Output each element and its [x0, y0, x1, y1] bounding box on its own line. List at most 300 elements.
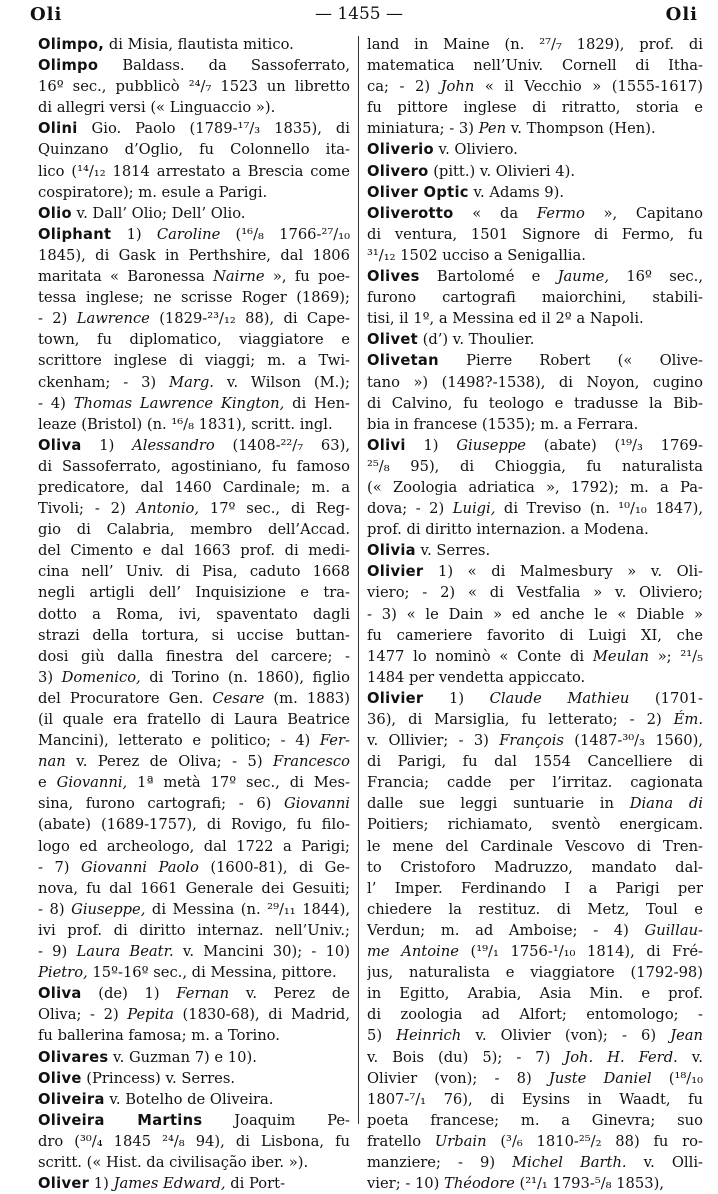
entry-text: le mene del Cardinale Vescovo di Tren-	[367, 837, 703, 855]
text-line	[367, 55, 703, 76]
text-line	[38, 97, 350, 118]
entry-text: miniatura; - 3)	[367, 120, 479, 138]
entry-text: 1)	[111, 225, 157, 243]
text-line	[367, 878, 703, 899]
text-line	[367, 836, 703, 857]
entry-text: (d’) v. Thoulier.	[417, 331, 535, 349]
entry-text: lico (¹⁴/₁₂ 1814 arrestato a Brescia come	[38, 162, 350, 180]
text-line	[38, 182, 350, 203]
entry-text: del Procuratore Gen.	[38, 689, 213, 707]
text-line	[367, 899, 703, 920]
text-line	[367, 667, 703, 688]
text-line	[367, 1110, 703, 1131]
entry-text: v. Adams 9).	[468, 183, 565, 201]
entry-headword: Olives	[367, 268, 420, 286]
text-line	[367, 540, 703, 561]
entry-text: Olivier (von); - 8)	[367, 1069, 549, 1087]
entry-text: (1829-²³/₁₂ 88), di Cape-	[149, 310, 350, 328]
text-line	[367, 266, 703, 287]
entry-headword: Olini	[38, 120, 78, 138]
entry-text: scrittore inglese di viaggi; m. a Twi-	[38, 352, 350, 370]
text-line	[367, 772, 703, 793]
entry-text: v. Thompson (Hen).	[506, 120, 656, 138]
entry-text: fratello	[367, 1132, 435, 1150]
text-line	[38, 287, 350, 308]
italic-name: Claude Mathieu	[489, 689, 630, 707]
entry-text: », fu poe-	[264, 268, 350, 286]
entry-text: 1ª metà 17º sec., di Mes-	[127, 774, 350, 792]
italic-name: Diana di	[629, 795, 703, 813]
entry-text: v. Perez de	[229, 985, 350, 1003]
text-line	[367, 604, 703, 625]
italic-name: Domenico,	[61, 668, 141, 686]
text-line	[38, 604, 350, 625]
text-line	[367, 1131, 703, 1152]
text-line	[367, 1173, 703, 1194]
text-line	[367, 477, 703, 498]
entry-text: cospiratore); m. esule a Parigi.	[38, 183, 268, 201]
italic-name: Ém.	[673, 711, 703, 728]
entry-headword: Olivet	[367, 331, 418, 349]
text-line	[38, 308, 350, 329]
text-line	[38, 878, 350, 899]
italic-name: Heinrich	[396, 1027, 462, 1045]
text-line	[38, 941, 350, 962]
entry-text: (¹⁸/₁₀	[651, 1069, 703, 1087]
text-line	[367, 308, 703, 329]
entry-text: matematica nell’Univ. Cornell di Itha-	[367, 57, 703, 75]
entry-text: ³¹/₁₂ 1502 ucciso a Senigallia.	[367, 246, 586, 264]
text-line	[38, 350, 350, 371]
text-line	[367, 646, 703, 667]
text-line	[367, 456, 703, 477]
entry-text: v. Ollivier; - 3)	[367, 732, 500, 750]
entry-text: di Misia, flautista mitico.	[104, 36, 294, 53]
entry-text: v. Perez de Oliva; - 5)	[65, 753, 274, 771]
italic-name: Michel Barth.	[512, 1153, 627, 1171]
italic-name: James Edward,	[113, 1175, 226, 1193]
italic-name: Cesare	[212, 689, 265, 707]
entry-text: Bartolomé e	[419, 268, 558, 286]
text-line	[38, 751, 350, 772]
entry-text: (de) 1)	[81, 985, 177, 1003]
entry-text: (il quale era fratello di Laura Beatrice	[38, 711, 350, 728]
entry-text: - 9)	[38, 943, 77, 961]
text-line	[38, 414, 350, 435]
italic-name: Pen	[478, 120, 507, 138]
entry-headword: Oliveira Martins	[38, 1111, 203, 1129]
text-line	[38, 519, 350, 540]
text-line	[367, 224, 703, 245]
entry-text: 5)	[367, 1027, 397, 1045]
entry-text: (1487-³⁰/₃ 1560),	[563, 732, 703, 750]
text-line	[38, 161, 350, 182]
text-line	[38, 814, 350, 835]
entry-headword: Oliverotto	[367, 204, 454, 222]
italic-name: nan	[38, 753, 66, 771]
entry-text: Tivoli; - 2)	[38, 500, 137, 518]
entry-text: in Egitto, Arabia, Asia Min. e prof.	[367, 985, 703, 1003]
entry-text: 1)	[423, 689, 490, 707]
entry-headword: Olivares	[38, 1048, 109, 1066]
entry-text: (³/₆ 1810-²⁵/₂ 88) fu ro-	[486, 1132, 703, 1150]
entry-headword: Olivia	[367, 542, 416, 560]
entry-text: »; ²¹/₅	[648, 647, 703, 665]
text-line	[38, 372, 350, 393]
text-line	[367, 1152, 703, 1173]
text-line	[367, 751, 703, 772]
entry-text: maritata « Baronessa	[38, 268, 214, 286]
entry-text: 17º sec., di Reg-	[199, 500, 350, 518]
entry-text: dosi giù dalla finestra del carcere; -	[38, 647, 350, 665]
entry-text: dotto a Roma, ivi, spaventato dagli	[38, 605, 350, 623]
entry-text: Joaquim Pe-	[202, 1111, 350, 1129]
left-column	[38, 34, 350, 1194]
text-line	[367, 793, 703, 814]
text-line	[367, 730, 703, 751]
text-line	[367, 1068, 703, 1089]
text-line	[367, 709, 703, 730]
entry-text: fu cameriere favorito di Luigi XI, che	[367, 626, 703, 644]
entry-text: fu ballerina famosa; m. a Torino.	[38, 1027, 280, 1045]
italic-name: Giovanni	[284, 795, 350, 813]
entry-text: (1701-	[629, 689, 703, 707]
text-line	[38, 477, 350, 498]
header-right-guideword: Oli	[665, 4, 698, 25]
italic-name: Antonio,	[136, 500, 200, 518]
entry-text: dro (³⁰/₄ 1845 ²⁴/₈ 94), di Lisbona, fu	[38, 1132, 350, 1150]
entry-text: 16º sec., pubblicò ²⁴/₇ 1523 un libretto	[38, 78, 350, 96]
entry-headword: Olivier	[367, 563, 424, 581]
entry-text: gio di Calabria, membro dell’Accad.	[38, 521, 350, 539]
text-line	[38, 1110, 350, 1131]
entry-text: », Capitano	[584, 204, 703, 222]
italic-name: Francesco	[273, 753, 350, 771]
text-line	[38, 329, 350, 350]
right-column	[367, 34, 703, 1194]
italic-name: John	[440, 78, 475, 96]
text-line	[38, 625, 350, 646]
italic-name: Giovanni Paolo	[81, 858, 199, 876]
text-line	[38, 899, 350, 920]
entry-text: di Torino (n. 1860), figlio	[140, 668, 350, 686]
text-line	[367, 245, 703, 266]
italic-name: Fer-	[319, 732, 350, 750]
entry-text: (pitt.) v. Olivieri 4).	[428, 162, 576, 180]
entry-text: (1830-68), di Madrid,	[173, 1006, 350, 1024]
entry-text: scritt. (« Hist. da civilisação iber. »).	[38, 1153, 309, 1171]
text-line	[367, 941, 703, 962]
entry-text: 1)	[405, 436, 457, 454]
text-line	[367, 203, 703, 224]
italic-name: Juste Daniel	[548, 1069, 652, 1087]
text-line	[367, 1004, 703, 1025]
entry-text: (¹⁹/₁ 1756-¹/₁₀ 1814), di Fré-	[458, 943, 703, 961]
entry-text: di Calvino, fu teologo e tradusse la Bib-	[367, 394, 703, 412]
entry-headword: Oliverio	[367, 141, 434, 159]
text-line	[38, 582, 350, 603]
entry-text: Gio. Paolo (1789-¹⁷/₃ 1835), di	[77, 120, 350, 138]
entry-text: fu pittore inglese di ritratto, storia e	[367, 99, 703, 117]
entry-text: 1) « di Malmesbury » v. Oli-	[423, 563, 703, 581]
entry-text: Quinzano d’Oglio, fu Colonnello ita-	[38, 141, 350, 159]
italic-name: Nairne	[213, 268, 265, 286]
text-line	[367, 372, 703, 393]
text-line	[367, 139, 703, 160]
entry-text: 16º sec.,	[609, 268, 703, 286]
text-line	[367, 498, 703, 519]
entry-text: vier; - 10)	[367, 1175, 445, 1193]
text-line	[367, 118, 703, 139]
entry-text: 3)	[38, 668, 62, 686]
italic-name: Alessandro	[132, 436, 215, 454]
text-line	[367, 287, 703, 308]
entry-text: ca; - 2)	[367, 78, 441, 96]
entry-text: 1484 per vendetta appiccato.	[367, 668, 586, 686]
entry-text: (Princess) v. Serres.	[81, 1069, 236, 1087]
italic-name: Fernan	[176, 985, 230, 1003]
entry-text: tano ») (1498?-1538), di Noyon, cugino	[367, 373, 703, 391]
text-line	[38, 857, 350, 878]
entry-text: predicatore, dal 1460 Cardinale; m. a	[38, 478, 350, 496]
entry-headword: Olivi	[367, 436, 406, 454]
entry-text: v. Serres.	[415, 542, 491, 560]
text-line	[367, 350, 703, 371]
entry-text: logo ed archeologo, dal 1722 a Parigi;	[38, 837, 350, 855]
entry-headword: Olivero	[367, 162, 429, 180]
italic-name: Urbain	[434, 1132, 487, 1150]
italic-name: Meulan	[592, 647, 649, 665]
entry-text: Baldass. da Sassoferrato,	[98, 57, 350, 75]
text-line	[38, 561, 350, 582]
entry-text: di allegri versi (« Linguaccio »).	[38, 99, 276, 117]
text-line	[38, 1004, 350, 1025]
entry-text: 15º-16º sec., di Messina, pittore.	[87, 964, 337, 982]
italic-name: Giuseppe,	[71, 900, 146, 918]
entry-text: leaze (Bristol) (n. ¹⁶/₈ 1831), scritt. ingl.	[38, 415, 333, 433]
entry-headword: Oliver Optic	[367, 183, 469, 201]
text-line	[38, 836, 350, 857]
text-line	[367, 76, 703, 97]
italic-name: Pietro,	[38, 964, 88, 982]
text-line	[367, 97, 703, 118]
entry-text: sina, furono cartografi; - 6)	[38, 795, 285, 813]
entry-text: (²¹/₁ 1793-⁵/₈ 1853),	[514, 1175, 664, 1193]
text-line	[38, 730, 350, 751]
text-line	[367, 857, 703, 878]
italic-name: Caroline	[156, 225, 221, 243]
entry-text: Oliva; - 2)	[38, 1006, 128, 1024]
entry-text: ²⁵/₈ 95), di Chioggia, fu naturalista	[367, 457, 703, 475]
text-line	[38, 1131, 350, 1152]
entry-headword: Oliva	[38, 985, 82, 1003]
entry-text: di Sassoferrato, agostiniano, fu famoso	[38, 457, 350, 475]
text-line	[38, 139, 350, 160]
entry-text: v. Botelho de Oliveira.	[104, 1090, 274, 1108]
entry-text: - 4)	[38, 394, 74, 412]
entry-text: tisi, il 1º, a Messina ed il 2º a Napoli.	[367, 310, 644, 328]
entry-text: land in Maine (n. ²⁷/₇ 1829), prof. di	[367, 36, 703, 53]
entry-text: (abate) (1689-1757), di Rovigo, fu filo-	[38, 816, 350, 834]
entry-headword: Olimpo	[38, 57, 99, 75]
entry-text: dalle sue leggi suntuarie in	[367, 795, 630, 813]
entry-text: - 8)	[38, 900, 72, 918]
text-line	[367, 814, 703, 835]
entry-text: chiedere la restituz. di Metz, Toul e	[367, 900, 703, 918]
entry-text: e	[38, 774, 57, 792]
entry-text: 1)	[81, 436, 133, 454]
text-line	[38, 709, 350, 730]
text-line	[38, 55, 350, 76]
entry-text: ivi prof. di diritto internaz. nell’Univ.;	[38, 921, 350, 939]
entry-headword: Oliver	[38, 1175, 90, 1193]
entry-headword: Oliveira	[38, 1090, 105, 1108]
entry-text: Mancini), letterato e politico; - 4)	[38, 732, 320, 750]
text-line	[38, 962, 350, 983]
italic-name: Théodore	[444, 1175, 515, 1193]
italic-name: me Antoine	[367, 943, 459, 961]
entry-text: l’ Imper. Ferdinando I a Parigi per	[367, 879, 703, 897]
text-line	[38, 118, 350, 139]
page-number: — 1455 —	[314, 4, 404, 24]
entry-text: nova, fu dal 1661 Generale dei Gesuiti;	[38, 879, 350, 897]
entry-headword: Oliphant	[38, 225, 112, 243]
italic-name: Lawrence	[76, 310, 150, 328]
text-line	[38, 435, 350, 456]
entry-text: dova; - 2)	[367, 500, 453, 518]
header-left-guideword: Oli	[30, 4, 63, 25]
text-line	[38, 1025, 350, 1046]
entry-text: (m. 1883)	[264, 689, 350, 707]
italic-name: Laura Beatr.	[76, 943, 174, 961]
entry-text: jus, naturalista e viaggiatore (1792-98)	[367, 964, 703, 982]
text-line	[367, 393, 703, 414]
text-line	[38, 688, 350, 709]
text-line	[367, 625, 703, 646]
entry-text: di Messina (n. ²⁹/₁₁ 1844),	[145, 900, 350, 918]
text-line	[367, 329, 703, 350]
entry-text: town, fu diplomatico, viaggiatore e	[38, 331, 350, 349]
entry-text: - 2)	[38, 310, 77, 328]
text-line	[38, 34, 350, 55]
entry-text: (¹⁶/₈ 1766-²⁷/₁₀	[220, 225, 350, 243]
entry-text: viero; - 2) « di Vestfalia » v. Oliviero;	[367, 584, 703, 602]
entry-text: v. Bois (du) 5); - 7)	[367, 1048, 565, 1066]
text-line	[38, 1152, 350, 1173]
text-line	[367, 435, 703, 456]
entry-text: cina nell’ Univ. di Pisa, caduto 1668	[38, 563, 350, 581]
entry-text: di zoologia ad Alfort; entomologo; -	[367, 1006, 703, 1024]
entry-text: Poitiers; richiamato, sventò energicam.	[367, 816, 703, 834]
entry-text: Francia; cadde per l’irritaz. cagionata	[367, 774, 703, 792]
text-line	[367, 582, 703, 603]
text-line	[367, 1047, 703, 1068]
italic-name: Luigi,	[452, 500, 496, 518]
entry-headword: Olio	[38, 204, 72, 222]
text-line	[38, 793, 350, 814]
entry-text: tessa inglese; ne scrisse Roger (1869);	[38, 289, 350, 307]
entry-headword: Olivetan	[367, 352, 439, 370]
entry-text: di Hen-	[284, 394, 350, 412]
entry-text: prof. di diritto internazion. a Modena.	[367, 521, 649, 539]
entry-text: del Cimento e dal 1663 prof. di medi-	[38, 542, 350, 560]
italic-name: Thomas Lawrence Kington,	[73, 394, 285, 412]
entry-text: bia in francese (1535); m. a Ferrara.	[367, 415, 639, 433]
entry-text: v. Oliviero.	[433, 141, 518, 159]
entry-text: v. Dall’ Olio; Dell’ Olio.	[71, 204, 246, 222]
text-line	[367, 561, 703, 582]
text-line	[38, 920, 350, 941]
entry-text: 1807-⁷/₁ 76), di Eysins in Waadt, fu	[367, 1090, 703, 1108]
entry-text: poeta francese; m. a Ginevra; suo	[367, 1111, 703, 1129]
text-line	[38, 203, 350, 224]
entry-text: - 3) « le Dain » ed anche le « Diable »	[367, 605, 703, 623]
entry-text: 1477 lo nominò « Conte di	[367, 647, 593, 665]
entry-text: furono cartografi maiorchini, stabili-	[367, 289, 703, 307]
text-line	[38, 1173, 350, 1194]
entry-text: (abate) (¹⁹/₃ 1769-	[525, 436, 703, 454]
entry-headword: Olimpo,	[38, 36, 105, 53]
italic-name: Jean	[670, 1027, 703, 1045]
entry-text: Verdun; m. ad Amboise; - 4)	[367, 921, 645, 939]
text-line	[367, 962, 703, 983]
text-line	[367, 414, 703, 435]
italic-name: Giuseppe	[456, 436, 526, 454]
text-line	[38, 456, 350, 477]
text-line	[38, 266, 350, 287]
text-line	[38, 393, 350, 414]
italic-name: Guillau-	[644, 921, 703, 939]
entry-text: v.	[677, 1048, 703, 1066]
entry-text: v. Wilson (M.);	[213, 373, 350, 391]
text-line	[367, 182, 703, 203]
entry-text: (1600-81), di Ge-	[198, 858, 350, 876]
text-line	[367, 519, 703, 540]
text-line	[38, 76, 350, 97]
entry-text: di Treviso (n. ¹⁰/₁₀ 1847),	[495, 500, 703, 518]
entry-text: di Port-	[225, 1175, 286, 1193]
entry-text: (« Zoologia adriatica », 1792); m. a Pa-	[367, 478, 703, 496]
entry-headword: Olivier	[367, 689, 424, 707]
entry-text: v. Olivier (von); - 6)	[461, 1027, 671, 1045]
text-line	[38, 667, 350, 688]
entry-text: v. Mancini 30); - 10)	[173, 943, 350, 961]
entry-text: 1845), di Gask in Perthshire, dal 1806	[38, 246, 350, 264]
entry-text: v. Guzman 7) e 10).	[108, 1048, 257, 1066]
text-line	[38, 1089, 350, 1110]
entry-text: (1408-²²/₇ 63),	[214, 436, 350, 454]
entry-text: manziere; - 9)	[367, 1153, 513, 1171]
entry-text: di Parigi, fu dal 1554 Cancelliere di	[367, 753, 703, 771]
entry-text: to Cristoforo Madruzzo, mandato dal-	[367, 858, 703, 876]
entry-text: - 7)	[38, 858, 82, 876]
entry-text: v. Olli-	[626, 1153, 703, 1171]
text-line	[367, 983, 703, 1004]
entry-text: strazi della tortura, si uccise buttan-	[38, 626, 350, 644]
text-line	[38, 224, 350, 245]
text-line	[367, 161, 703, 182]
text-line	[367, 34, 703, 55]
entry-headword: Olive	[38, 1069, 82, 1087]
italic-name: Giovanni,	[56, 774, 128, 792]
text-line	[38, 1047, 350, 1068]
italic-name: Jaume,	[557, 268, 610, 286]
entry-text: di ventura, 1501 Signore di Fermo, fu	[367, 225, 703, 243]
entry-text: ckenham; - 3)	[38, 373, 170, 391]
text-line	[367, 688, 703, 709]
entry-text: « da	[453, 204, 537, 222]
entry-text: negli artigli dell’ Inquisizione e tra-	[38, 584, 350, 602]
